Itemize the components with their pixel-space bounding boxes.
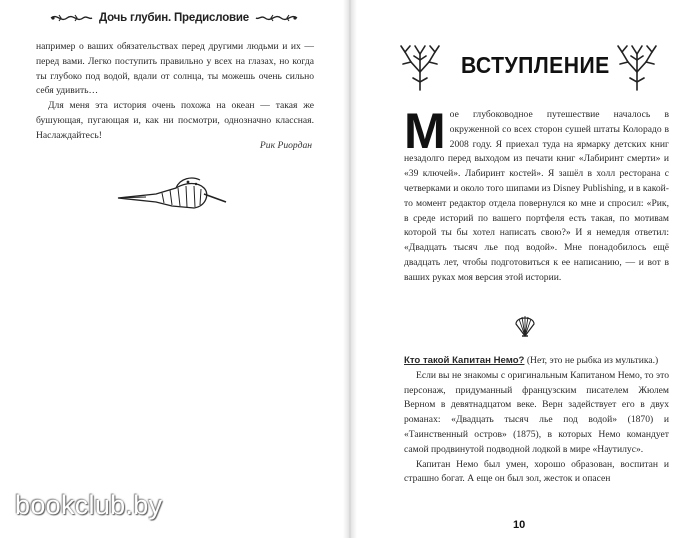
scallop-shell-icon — [514, 312, 536, 338]
running-head — [34, 8, 314, 28]
section-first-paragraph — [404, 354, 669, 369]
paragraph: Для меня эта история очень похожа на океан — такая же бушующая, пугающая и, как ни посмотри, однозначно классная. Наслаждайтесь! — [36, 100, 314, 141]
header-ornament-right-icon — [255, 13, 299, 23]
page-number: 10 — [513, 519, 526, 531]
seashell-icon — [116, 176, 228, 216]
header-ornament-left-icon — [49, 13, 93, 23]
paragraph: Если вы не знакомы с оригинальным Капитаном Немо, то это персонаж, придуманный французским писателем Жюлем Верном в девятнадцатом веке. Верн задействует его в двух романах: «Двадцать тысяч лье под водой» (1870) и «Таинственный остров» (1875), в которых Немо командует самой продвинутой подводной лодкой в мире «Наутилус». — [404, 369, 669, 455]
intro-paragraph — [404, 103, 669, 286]
intro-text-block — [404, 103, 669, 286]
section-heading: Кто такой Капитан Немо? — [404, 355, 525, 366]
left-page-text — [36, 40, 314, 144]
intro-text: ое глубоководное путешествие началось в окруженной со всех сторон сушей штаты Колорадо в 2008 году. Я приехал туда на ярмарку детских книг незадолго перед выходом из печати книг «Лабиринт смерти» и «39 ключей». Лабиринт костей». Я зашёл в холл ресторана с четверками и около того шипами из Disney Publishing, и в какой-то момент редактор отдела повернулся ко мне и спросил: «Рик, в среде историй по вашего портфеля есть такая, по мотивам которой ты бы хотел написать свою?» И я немедля ответил: «Двадцать тысяч лье под водой». Мне понадобилось ещё двадцать лет, чтобы подготовиться к ее написанию, — и вот в ваших руках моя версия этой истории. — [404, 109, 669, 283]
paragraph: например о ваших обязательствах перед другими людьми и их — перед вами. Легко поступить правильно у всех на глазах, но когда ты глубоко под водой, вдали от солнца, ты можешь очень сильно себя удивить… — [36, 41, 314, 97]
section-heading-aside: (Нет, это не рыбка из мультика.) — [526, 355, 659, 366]
dropcap: М — [404, 103, 446, 159]
coral-right-icon — [614, 40, 660, 92]
watermark: bookclub.by — [15, 490, 163, 520]
chapter-title: ВСТУПЛЕНИЕ — [461, 52, 610, 78]
coral-left-icon — [397, 40, 443, 92]
paragraph: Капитан Немо был умен, хорошо образован, воспитан и страшно богат. А еще он был зол, жесток и опасен — [404, 458, 669, 485]
running-head-title: Дочь глубин. Предисловие — [99, 12, 249, 24]
section-capitan-nemo — [404, 354, 669, 487]
book-gutter — [343, 0, 357, 538]
author-signature: Рик Риордан — [259, 140, 312, 151]
